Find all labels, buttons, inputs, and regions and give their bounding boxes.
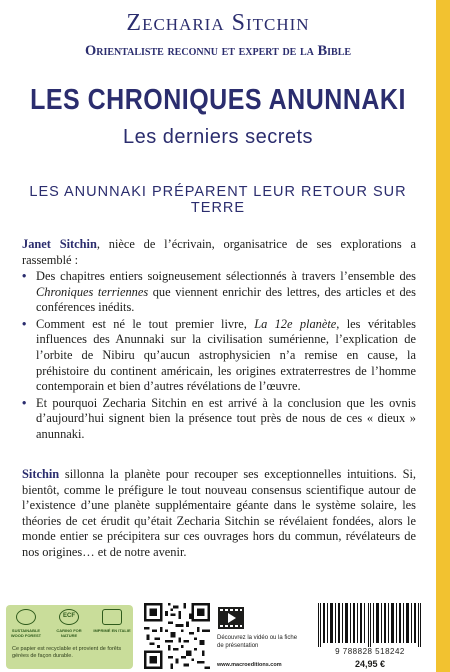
eco-label-2: CARING FOR NATURE [56, 628, 82, 638]
intro-text: , nièce de l’écrivain, organisatrice de ses explorations a rassemblé : [22, 237, 416, 267]
ecf-icon: ECF [59, 609, 79, 625]
video-note: Découvrez la vidéo ou la fiche de présentation [217, 635, 298, 649]
intro-paragraph [22, 237, 416, 268]
author-description: Orientaliste reconnu et expert de la Bible [84, 43, 352, 59]
qr-code[interactable] [142, 601, 208, 667]
author-name: Zecharia Sitchin [126, 10, 310, 36]
barcode-bars [312, 603, 428, 647]
bullet-text-a: Et pourquoi Zecharia Sitchin en est arrivé à la conclusion que les ovnis d’aujourd’hui signent bien la présence tout près de nous de ces « dieux » anunnaki. [36, 395, 416, 441]
bullet-list [22, 269, 416, 444]
tagline: LES ANUNNAKI PRÉPARENT LEUR RETOUR SUR TERRE [29, 184, 407, 216]
bullet-icon: • [22, 316, 27, 331]
bullet-emphasis: Chroniques terriennes [36, 284, 149, 299]
bullet-emphasis: La 12e planète [254, 316, 337, 331]
eco-label-3: IMPRIMÉ EN ITALIE [93, 628, 131, 633]
book-subtitle: Les derniers secrets [122, 126, 314, 148]
list-item [22, 317, 416, 395]
list-item [22, 269, 416, 316]
video-icon [217, 604, 245, 632]
outro-text: sillonna la planète pour recouper ses exceptionnelles intuitions. Si, bientôt, comme le préfigure le tout nouveau consensus scientifique autour de l’existence d’une planète supplémentaire géante dans le système solaire, les théories de cet érudit qu’était Zecharia Sitchin se révélaient fondées, alors le monde entier se précipitera sur ces ouvrages hors du commun, révélateurs de nos origines… et de notre avenir. [22, 467, 416, 559]
isbn-number: 9 788828 518242 [335, 647, 405, 656]
bullet-icon: • [22, 395, 27, 410]
price: 24,95 € [354, 659, 386, 669]
footer [0, 601, 436, 672]
bullet-text-b: , les véritables influences des Anunnaki sur la civilisation sumérienne, l’explication de l’orbite de Nibiru qu’aucun astrophysicien n’a remise en cause, la préhistoire du continent américain, les origines extraterrestres de l’homme contemporain et bien d’autres révélations de l’œuvre. [36, 316, 416, 394]
spine-strip [436, 0, 450, 672]
eco-label-1: SUSTAINABLE WOOD FOREST [10, 628, 42, 638]
qr-code-graphic [144, 603, 210, 669]
book-title: LES CHRONIQUES ANUNNAKI [30, 83, 406, 117]
bullet-text-a: Des chapitres entiers soigneusement sélectionnés à travers l’ensemble des [36, 269, 416, 283]
tree-icon [16, 609, 36, 625]
intro-name: Janet Sitchin [22, 237, 97, 251]
list-item [22, 396, 416, 443]
barcode [310, 603, 430, 669]
eco-note: Ce papier est recyclable et provient de forêts gérées de façon durable. [12, 646, 122, 659]
publisher-website[interactable]: www.macroeditions.com [217, 662, 282, 668]
outro-name: Sitchin [22, 467, 60, 481]
bullet-icon: • [22, 269, 27, 283]
eco-label-box [6, 605, 133, 669]
bullet-text-b: que viennent enrichir des lettres, des articles et des conférences inédits. [36, 284, 416, 315]
bullet-text-a: Comment est né le tout premier livre, [36, 316, 255, 331]
outro-paragraph [22, 467, 416, 561]
italy-flag-icon [102, 609, 122, 625]
